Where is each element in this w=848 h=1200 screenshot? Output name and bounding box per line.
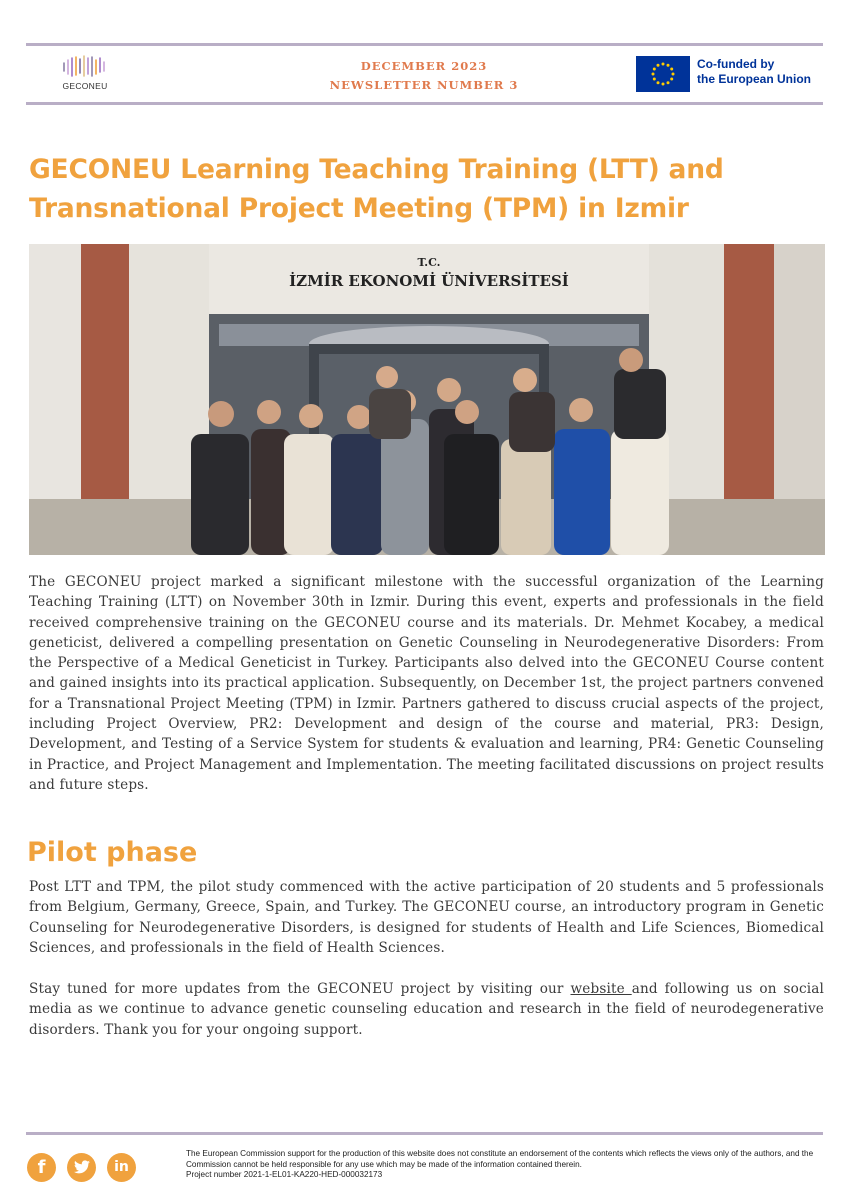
closing-text-before: Stay tuned for more updates from the GECONEU project by visiting our xyxy=(29,981,571,997)
facebook-icon[interactable]: f xyxy=(27,1153,56,1182)
photo-sign-line-2: İZMİR EKONOMİ ÜNİVERSİTESİ xyxy=(289,272,569,290)
issue-date: DECEMBER 2023 xyxy=(360,59,488,73)
group-photo-illustration xyxy=(29,244,825,555)
eu-line-2: the European Union xyxy=(697,72,811,86)
eu-cofunded-text xyxy=(697,57,811,87)
twitter-icon[interactable] xyxy=(67,1153,96,1182)
website-link[interactable]: website xyxy=(570,981,632,997)
disclaimer-text: The European Commission support for the production of this website does not constitute an endorsement of the contents which reflects the views only of the authors, and the Commission cannot be held responsible for any use which may be made of the information contained therein. xyxy=(186,1149,814,1169)
pilot-phase-heading: Pilot phase xyxy=(27,837,198,868)
eu-disclaimer xyxy=(186,1149,816,1181)
linkedin-icon[interactable]: in xyxy=(107,1153,136,1182)
project-number: Project number 2021-1-EL01-KA220-HED-000032173 xyxy=(186,1170,383,1180)
logo-text: GECONEU xyxy=(62,81,108,91)
pilot-paragraph: Post LTT and TPM, the pilot study commenced with the active participation of 20 students and 5 professionals from Belgium, Germany, Greece, Spain, and Turkey. The GECONEU course, an introductory program in Genetic Counseling for Neurodegenerative Disorders, is designed for students of Health and Life Sciences, Biomedical Sciences, and professionals in the field of Health Sciences. xyxy=(29,879,824,956)
eu-flag-icon xyxy=(636,56,690,92)
closing-paragraph xyxy=(29,979,824,1040)
footer-divider xyxy=(26,1132,823,1135)
group-photo xyxy=(29,244,825,555)
photo-sign-line-1: T.C. xyxy=(417,256,441,269)
geconeu-logo xyxy=(54,54,116,91)
top-divider xyxy=(26,43,823,46)
closing-text-after: and following us on social media as we continue to advance genetic counseling education and research in the field of neurodegenerative disorders. Thank you for your ongoing support. xyxy=(29,981,824,1038)
issue-info xyxy=(300,57,548,95)
article-title: GECONEU Learning Teaching Training (LTT) and Transnational Project Meeting (TPM) in Izmir xyxy=(29,154,724,224)
eu-cofunded-badge xyxy=(636,56,826,92)
eu-line-1: Co-funded by xyxy=(697,57,775,71)
dna-logo-icon xyxy=(61,54,109,78)
header-divider xyxy=(26,102,823,105)
article-paragraph-1: The GECONEU project marked a significant milestone with the successful organization of the Learning Teaching Training (LTT) on November 30th in Izmir. During this event, experts and professionals in the field received comprehensive training on the GECONEU course and its materials. Dr. Mehmet Kocabey, a medical geneticist, delivered a compelling presentation on Genetic Counseling in Neurodegenerative Disorders: From the Perspective of a Medical Geneticist in Turkey. Participants also delved into the GECONEU Course content and gained insights into its practical application. Subsequently, on December 1st, the project partners convened for a Transnational Project Meeting (TPM) in Izmir. Partners gathered to discuss crucial aspects of the project, including Project Overview, PR2: Development and design of the course and material, PR3: Design, Development, and Testing of a Service System for students & evaluation and learning, PR4: Genetic Counseling in Practice, and Project Management and Implementation. The meeting facilitated discussions on project results and future steps. xyxy=(29,574,824,793)
issue-number: NEWSLETTER NUMBER 3 xyxy=(329,78,519,92)
